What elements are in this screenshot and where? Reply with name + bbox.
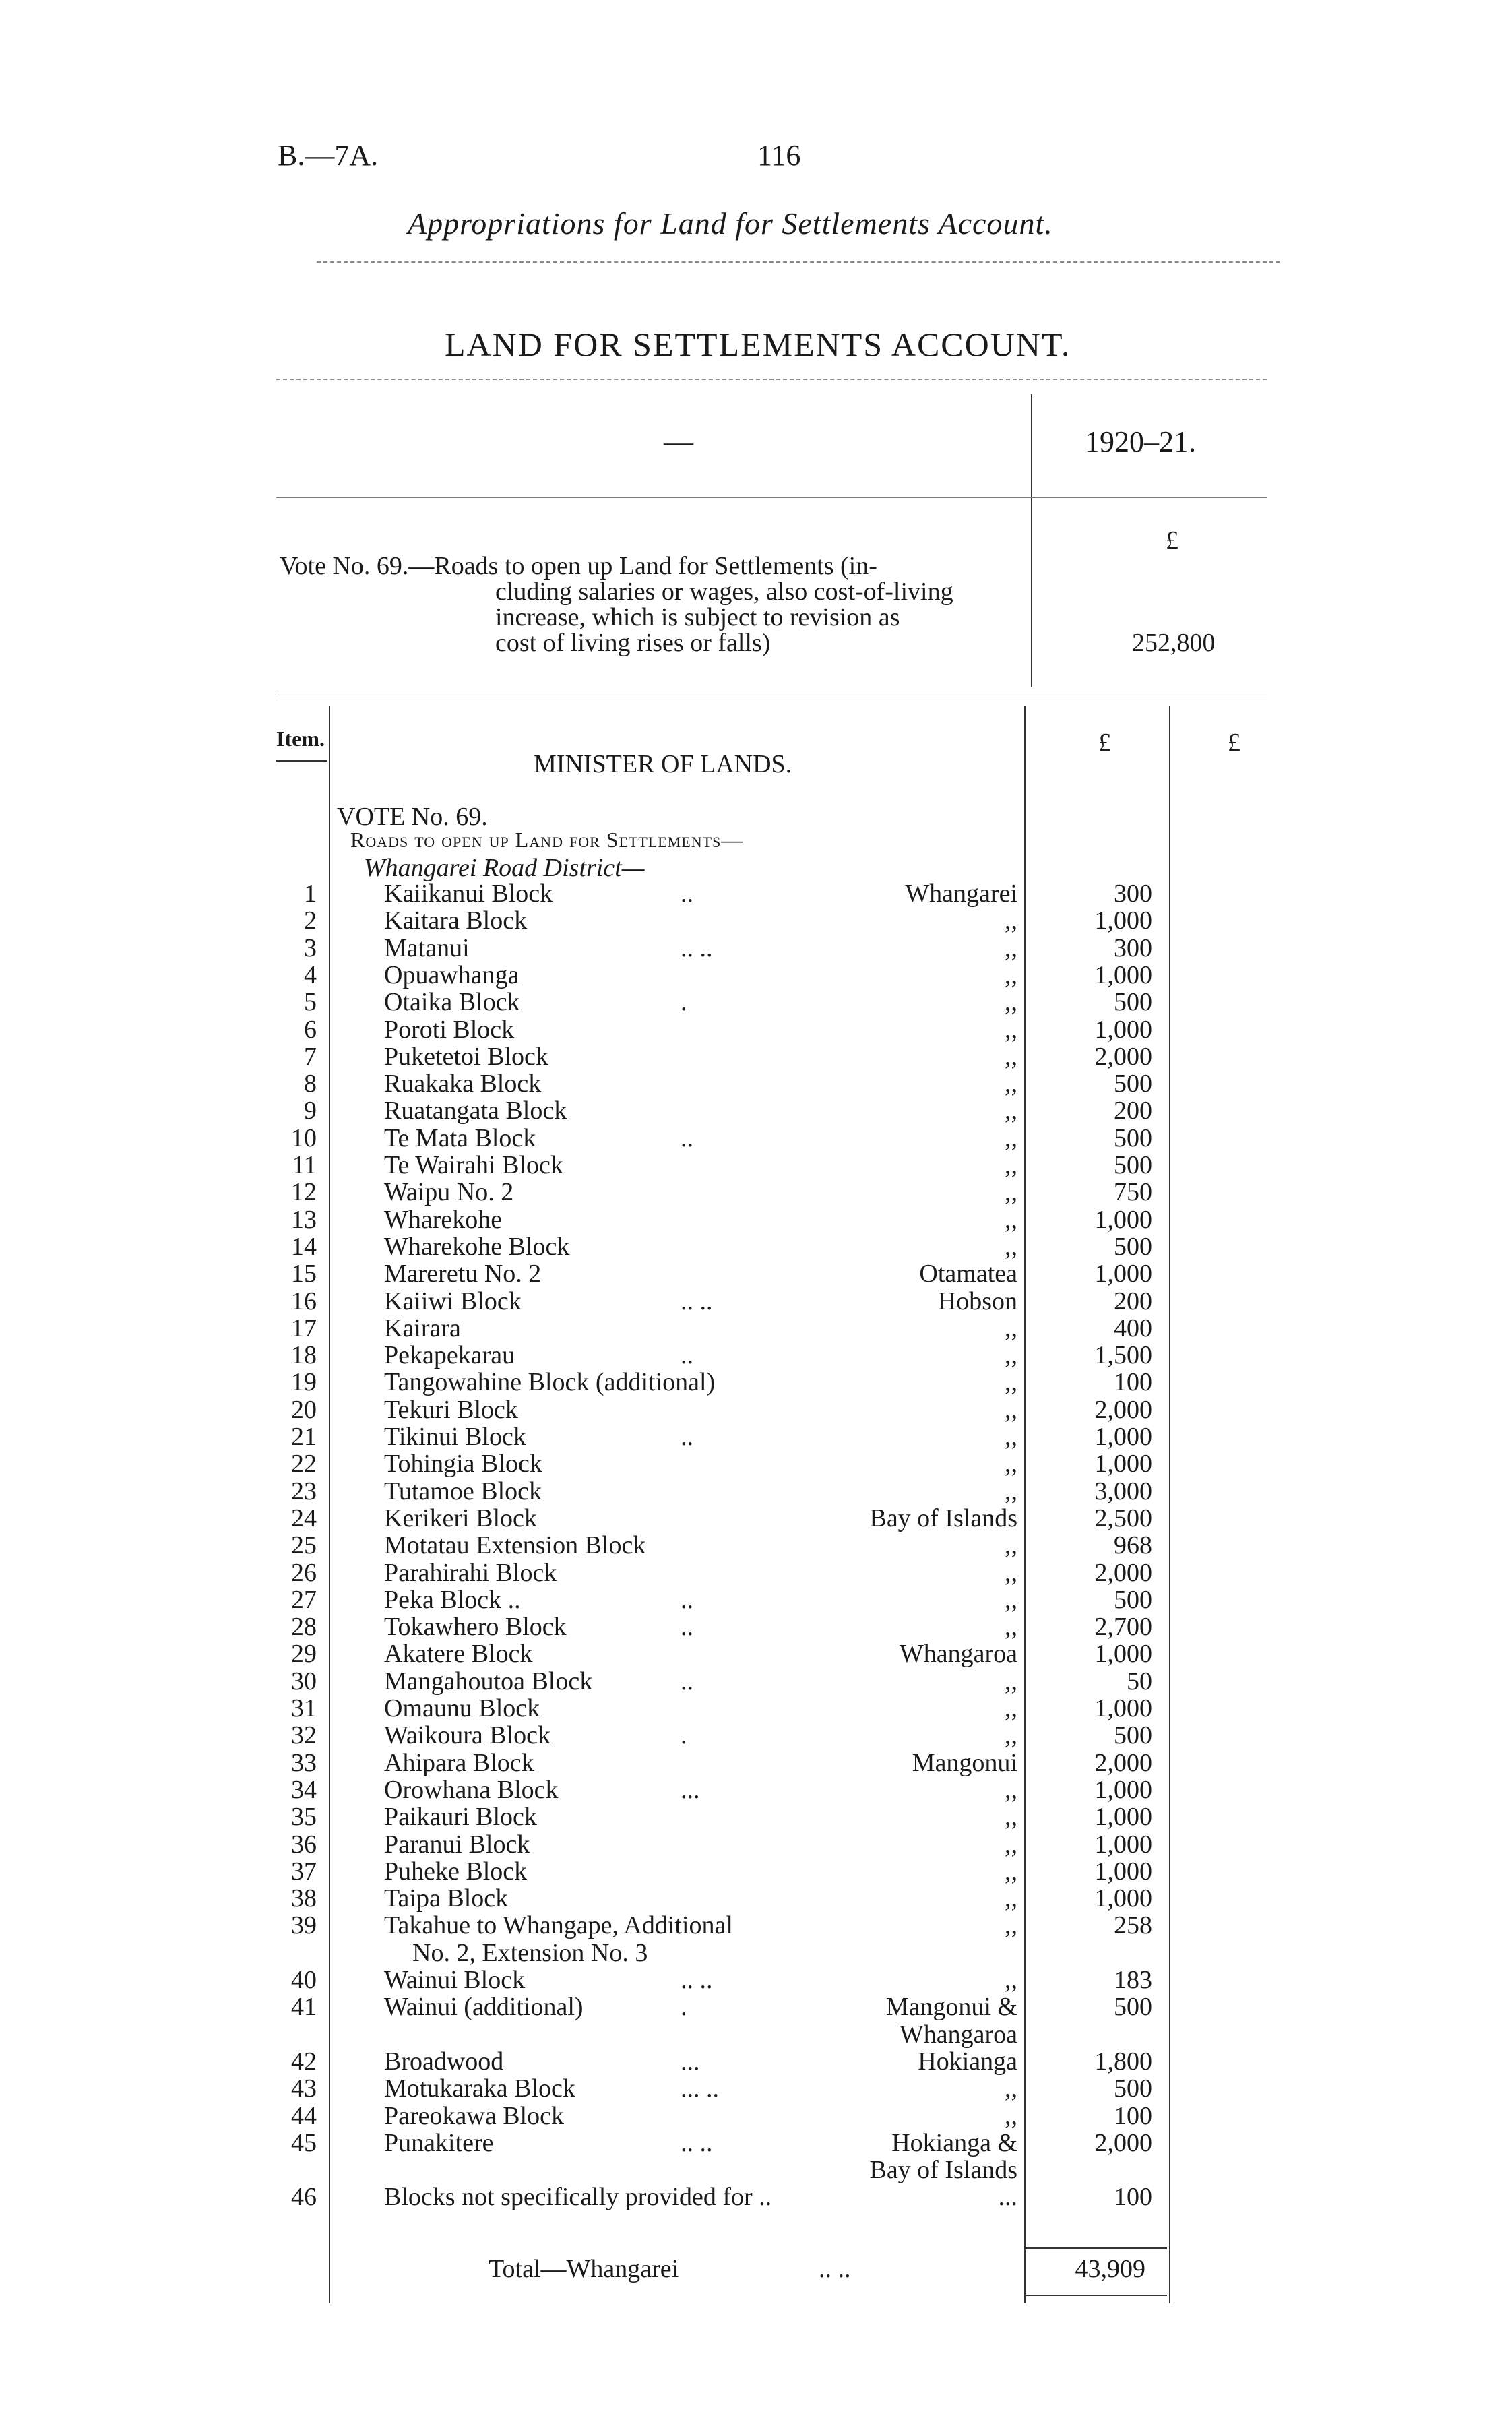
item-name: Wainui (additional) [384,1993,584,2022]
currency-header-1: £ [1098,728,1111,757]
item-number: 32 [291,1721,317,1750]
minister-heading: MINISTER OF LANDS. [534,750,792,778]
leader-dots: .. [681,1123,693,1152]
vote-line-1: cluding salaries or wages, also cost-of-living [495,578,953,606]
item-number: 33 [291,1748,317,1777]
item-region: ,, [1005,1830,1017,1859]
item-region: ,, [1005,1069,1017,1098]
item-region: ,, [1005,1450,1017,1479]
item-amount: 1,000 [1094,1884,1152,1913]
district-heading: Whangarei Road District— [364,854,645,882]
item-number: 36 [291,1830,317,1859]
item-number: 25 [291,1531,317,1560]
item-region: ,, [1005,988,1017,1017]
item-name: Wainui Block [384,1966,526,1994]
item-number: 31 [291,1694,317,1723]
item-region: ,, [1005,933,1017,962]
leader-dots: .. [681,1341,693,1370]
leader-dots: ... [681,1775,700,1804]
item-name: Motukaraka Block [384,2074,575,2103]
item-number: 22 [291,1450,317,1479]
item-region: ,, [1005,1042,1017,1071]
item-region: ,, [1005,1096,1017,1125]
item-amount: 1,000 [1094,1260,1152,1289]
item-name: Poroti Block [384,1015,515,1044]
item-amount: 500 [1114,2074,1152,2103]
item-number: 18 [291,1341,317,1370]
item-number: 6 [304,1015,317,1044]
item-amount: 50 [1127,1667,1152,1696]
item-column-divider [329,706,330,2303]
summary-currency: £ [1166,526,1178,555]
item-number: 17 [291,1313,317,1342]
item-region: ,, [1005,1966,1017,1994]
item-name: Wharekohe Block [384,1232,570,1261]
item-amount: 500 [1114,1585,1152,1614]
summary-col-left-header: — [664,425,693,458]
item-region: ,, [1005,1232,1017,1261]
item-amount: 100 [1114,2101,1152,2130]
roads-heading: Roads to open up Land for Settlements— [350,828,744,852]
item-region: ,, [1005,1123,1017,1152]
item-amount: 183 [1114,1966,1152,1994]
item-name: Matanui [384,933,470,962]
item-number: 3 [304,933,317,962]
item-number: 28 [291,1613,317,1642]
item-region: Otamatea [919,1260,1017,1289]
item-amount: 300 [1114,879,1152,908]
item-name: Te Wairahi Block [384,1151,563,1179]
item-name: Kairara [384,1313,461,1342]
item-region: ,, [1005,1368,1017,1397]
leader-dots: .. .. [681,2128,713,2157]
leader-dots: .. [681,1613,693,1642]
item-name: Tutamoe Block [384,1477,542,1506]
leader-dots: .. [681,1667,693,1696]
item-name: Tangowahine Block (additional) [384,1368,716,1397]
item-amount: 2,700 [1094,1613,1152,1642]
item-number: 38 [291,1884,317,1913]
leader-dots: . [681,1993,687,2022]
item-number: 42 [291,2047,317,2076]
title-rule [276,379,1267,380]
leader-dots: . [681,988,687,1017]
item-name: Tohingia Block [384,1450,542,1479]
total-column-divider [1169,706,1170,2303]
leader-dots: .. .. [681,1966,713,1994]
total-dots: .. .. [819,2255,851,2283]
item-number: 46 [291,2183,317,2212]
item-region: ,, [1005,1015,1017,1044]
item-amount: 2,000 [1094,1042,1152,1071]
item-region: Whangarei [905,879,1017,908]
item-region: ,, [1005,1694,1017,1723]
total-rule-top [1026,2247,1167,2249]
item-amount: 1,000 [1094,1830,1152,1859]
item-region: ,, [1005,960,1017,989]
item-amount: 500 [1114,988,1152,1017]
item-number: 1 [304,879,317,908]
item-amount: 1,000 [1094,1640,1152,1669]
item-name: Pareokawa Block [384,2101,564,2130]
item-number: 5 [304,988,317,1017]
item-amount: 2,000 [1094,2128,1152,2157]
item-number: 11 [292,1151,317,1179]
item-name: Kaiiwi Block [384,1286,522,1315]
account-title: LAND FOR SETTLEMENTS ACCOUNT. [445,325,1071,363]
item-name: Pekapekarau [384,1341,515,1370]
total-label: Total—Whangarei [489,2255,679,2283]
leader-dots: .. .. [681,933,713,962]
item-number: 14 [291,1232,317,1261]
item-name: Ruakaka Block [384,1069,542,1098]
item-region: ,, [1005,906,1017,935]
item-number: 37 [291,1857,317,1886]
leader-dots: . [681,1721,687,1750]
item-name: Kaitara Block [384,906,528,935]
item-amount: 1,000 [1094,1694,1152,1723]
item-name: Wharekohe [384,1205,503,1234]
item-region: ,, [1005,1205,1017,1234]
item-region: Hobson [937,1286,1017,1315]
item-amount: 258 [1114,1911,1152,1940]
total-rule-bottom [1026,2295,1167,2296]
item-region: Whangaroa [899,1640,1017,1669]
item-region: ,, [1005,2074,1017,2103]
vote-heading: VOTE No. 69. [337,803,488,831]
item-amount: 2,000 [1094,1395,1152,1424]
item-name: Paranui Block [384,1830,530,1859]
item-name: Ahipara Block [384,1748,534,1777]
item-region: ,, [1005,1477,1017,1506]
item-number: 39 [291,1911,317,1940]
leader-dots: .. [681,1585,693,1614]
leader-dots: .. [681,879,693,908]
item-number: 8 [304,1069,317,1098]
item-name: Broadwood [384,2047,504,2076]
item-region: Hokianga [918,2047,1017,2076]
vote-amount: 252,800 [1132,629,1216,657]
item-region: ,, [1005,1313,1017,1342]
item-name: Kaiikanui Block [384,879,553,908]
item-amount: 1,000 [1094,1423,1152,1451]
item-region: ,, [1005,1341,1017,1370]
item-region-continued: Whangaroa [899,2020,1017,2049]
item-name: Te Mata Block [384,1123,536,1152]
item-name: Punakitere [384,2128,494,2157]
header-rule [317,261,1280,263]
item-name: Orowhana Block [384,1775,559,1804]
item-name: Mangahoutoa Block [384,1667,593,1696]
item-number: 13 [291,1205,317,1234]
item-name: Puheke Block [384,1857,528,1886]
item-name: Omaunu Block [384,1694,540,1723]
item-name-continued: No. 2, Extension No. 3 [412,1938,648,1967]
item-amount: 1,000 [1094,1857,1152,1886]
item-name: Waikoura Block [384,1721,551,1750]
leader-dots: ... .. [681,2074,719,2103]
item-region: ,, [1005,1911,1017,1940]
item-number: 10 [291,1123,317,1152]
item-amount: 2,000 [1094,1558,1152,1587]
item-number: 26 [291,1558,317,1587]
item-region: ,, [1005,1884,1017,1913]
summary-year-header: 1920–21. [1085,425,1196,458]
item-header-rule [276,760,327,762]
item-region: ,, [1005,1585,1017,1614]
item-region: Hokianga & [891,2128,1017,2157]
item-name: Peka Block .. [384,1585,521,1614]
item-name: Tokawhero Block [384,1613,567,1642]
item-amount: 200 [1114,1096,1152,1125]
item-amount: 1,000 [1094,1450,1152,1479]
item-number: 7 [304,1042,317,1071]
item-name: Tikinui Block [384,1423,526,1451]
item-name: Otaika Block [384,988,520,1017]
item-region: ,, [1005,1558,1017,1587]
item-region: ,, [1005,1803,1017,1832]
summary-column-divider [1031,394,1032,687]
item-amount: 1,000 [1094,906,1152,935]
item-amount: 1,000 [1094,1015,1152,1044]
item-amount: 1,500 [1094,1341,1152,1370]
item-number: 12 [291,1178,317,1207]
vote-label: Vote No. 69.—Roads to open up Land for Settlements (in- [280,552,877,580]
item-amount: 500 [1114,1069,1152,1098]
item-name: Paikauri Block [384,1803,537,1832]
item-region: ... [998,2183,1017,2212]
item-amount: 100 [1114,2183,1152,2212]
item-amount: 500 [1114,1151,1152,1179]
item-region: ,, [1005,1721,1017,1750]
item-name: Blocks not specifically provided for .. [384,2183,772,2212]
running-title: Appropriations for Land for Settlements Account. [408,206,1053,241]
item-region: Mangonui [912,1748,1017,1777]
item-amount: 1,000 [1094,960,1152,989]
item-region: ,, [1005,1775,1017,1804]
item-region: Mangonui & [885,1993,1017,2022]
item-region: ,, [1005,1151,1017,1179]
item-number: 35 [291,1803,317,1832]
item-amount: 2,500 [1094,1503,1152,1532]
item-region-continued: Bay of Islands [869,2156,1017,2185]
item-name: Mareretu No. 2 [384,1260,542,1289]
item-region: ,, [1005,1423,1017,1451]
item-number: 19 [291,1368,317,1397]
item-number: 4 [304,960,317,989]
item-amount: 200 [1114,1286,1152,1315]
item-name: Taipa Block [384,1884,509,1913]
item-number: 16 [291,1286,317,1315]
item-name: Akatere Block [384,1640,533,1669]
item-name: Takahue to Whangape, Additional [384,1911,733,1940]
item-name: Waipu No. 2 [384,1178,514,1207]
item-amount: 1,800 [1094,2047,1152,2076]
item-region: ,, [1005,1531,1017,1560]
item-region: ,, [1005,2101,1017,2130]
item-amount: 100 [1114,1368,1152,1397]
item-region: Bay of Islands [869,1503,1017,1532]
summary-header-rule [276,497,1267,498]
item-region: ,, [1005,1857,1017,1886]
item-amount: 2,000 [1094,1748,1152,1777]
item-number: 45 [291,2128,317,2157]
vote-line-2: increase, which is subject to revision as [495,603,900,631]
document-reference: B.—7A. [278,139,379,172]
item-amount: 1,000 [1094,1803,1152,1832]
item-amount: 750 [1114,1178,1152,1207]
item-number: 21 [291,1423,317,1451]
item-number: 9 [304,1096,317,1125]
item-amount: 500 [1114,1123,1152,1152]
item-amount: 500 [1114,1232,1152,1261]
item-name: Ruatangata Block [384,1096,567,1125]
item-amount: 300 [1114,933,1152,962]
item-amount: 500 [1114,1993,1152,2022]
item-number: 30 [291,1667,317,1696]
leader-dots: ... [681,2047,700,2076]
leader-dots: .. .. [681,1286,713,1315]
item-number: 41 [291,1993,317,2022]
item-amount: 1,000 [1094,1205,1152,1234]
item-name: Tekuri Block [384,1395,518,1424]
page-number: 116 [757,139,801,172]
item-number: 20 [291,1395,317,1424]
leader-dots: .. [681,1423,693,1451]
item-number: 44 [291,2101,317,2130]
item-region: ,, [1005,1667,1017,1696]
total-amount: 43,909 [1075,2255,1145,2283]
vote-line-3: cost of living rises or falls) [495,629,771,657]
item-name: Puketetoi Block [384,1042,548,1071]
item-number: 23 [291,1477,317,1506]
item-number: 27 [291,1585,317,1614]
item-amount: 968 [1114,1531,1152,1560]
item-amount: 1,000 [1094,1775,1152,1804]
item-region: ,, [1005,1613,1017,1642]
item-name: Kerikeri Block [384,1503,537,1532]
item-number: 24 [291,1503,317,1532]
item-region: ,, [1005,1395,1017,1424]
item-amount: 400 [1114,1313,1152,1342]
item-number: 2 [304,906,317,935]
item-number: 15 [291,1260,317,1289]
item-name: Opuawhanga [384,960,519,989]
item-name: Motatau Extension Block [384,1531,646,1560]
item-amount: 3,000 [1094,1477,1152,1506]
amount-column-divider [1024,706,1026,2303]
item-number: 40 [291,1966,317,1994]
item-header: Item. [276,726,325,751]
item-number: 34 [291,1775,317,1804]
item-number: 29 [291,1640,317,1669]
item-amount: 500 [1114,1721,1152,1750]
item-name: Parahirahi Block [384,1558,557,1587]
item-number: 43 [291,2074,317,2103]
item-region: ,, [1005,1178,1017,1207]
currency-header-2: £ [1228,728,1240,757]
